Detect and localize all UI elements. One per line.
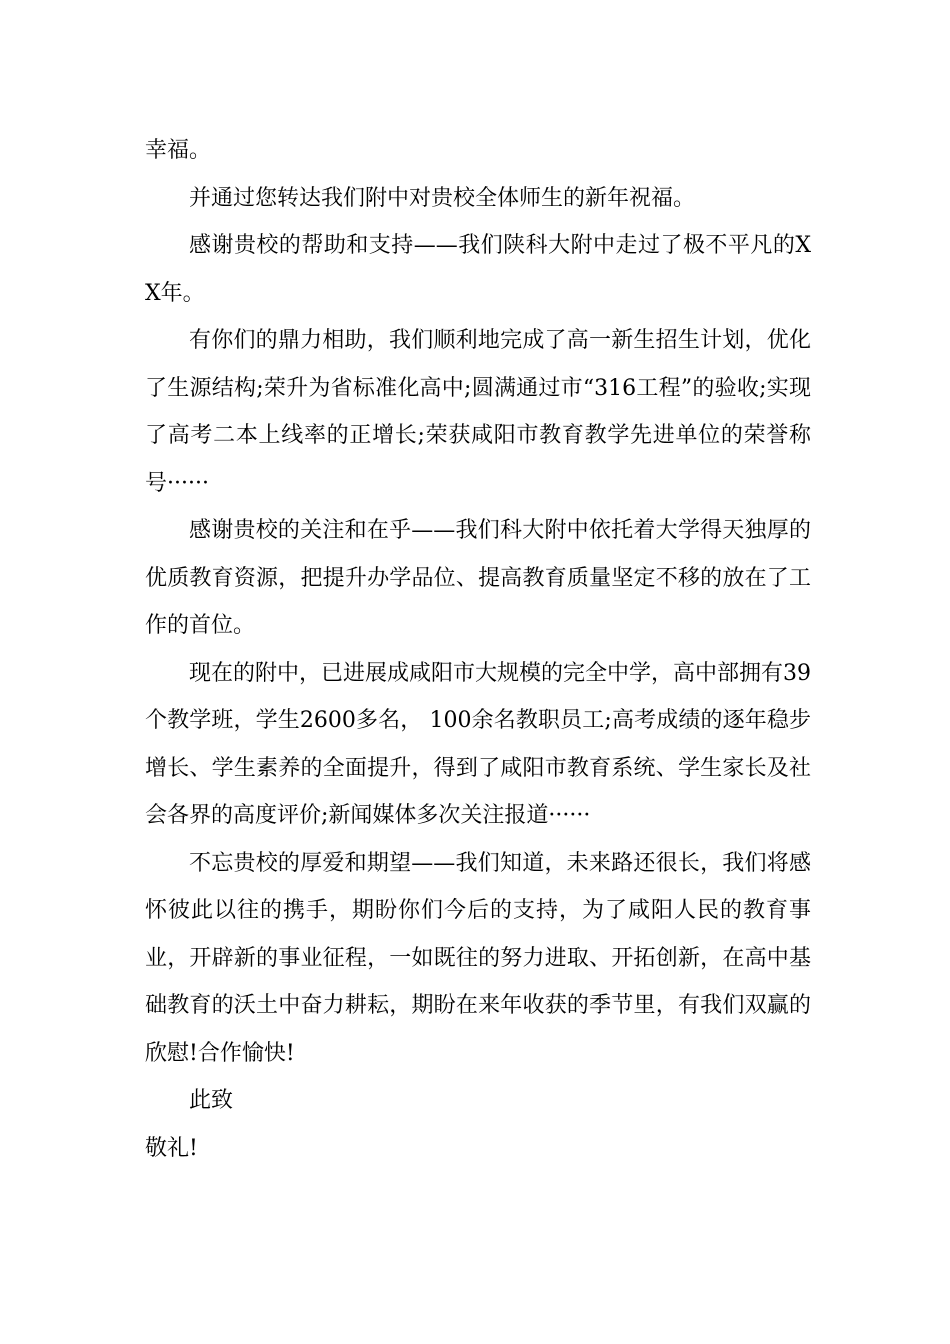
closing-salutation: 此致 [189, 1088, 234, 1113]
letter-body [145, 127, 811, 1172]
paragraph-future: 不忘贵校的厚爱和期望——我们知道，未来路还很长，我们将感怀彼此以往的携手，期盼你们今后的支持，为了咸阳人民的教育事业，开辟新的事业征程，一如既往的努力进取、开拓创新，在高中基础教育的沃土中奋力耕耘，期盼在来年收获的季节里，有我们双赢的欣慰!合作愉快! [145, 850, 811, 1066]
paragraph-achievements: 有你们的鼎力相助，我们顺利地完成了高一新生招生计划，优化了生源结构;荣升为省标准化高中;圆满通过市“316工程”的验收;实现了高考二本上线率的正增长;荣获咸阳市教育教学先进单位的荣誉称号······ [145, 328, 811, 496]
paragraph-school-status: 现在的附中，已进展成咸阳市大规模的完全中学，高中部拥有39个教学班，学生2600多名， 100余名教职员工;高考成绩的逐年稳步增长、学生素养的全面提升，得到了咸阳市教育系统、学生家长及社会各界的高度评价;新闻媒体多次关注报道······ [145, 660, 811, 828]
paragraph-new-year-wishes: 并通过您转达我们附中对贵校全体师生的新年祝福。 [189, 185, 696, 211]
closing-regards: 敬礼! [145, 1135, 198, 1161]
paragraph-thanks-attention: 感谢贵校的关注和在乎——我们科大附中依托着大学得天独厚的优质教育资源，把提升办学品位、提高教育质量坚定不移的放在了工作的首位。 [145, 518, 811, 638]
paragraph-thanks-help: 感谢贵校的帮助和支持——我们陕科大附中走过了极不平凡的XX年。 [145, 233, 811, 306]
paragraph-continuation: 幸福。 [145, 138, 212, 163]
